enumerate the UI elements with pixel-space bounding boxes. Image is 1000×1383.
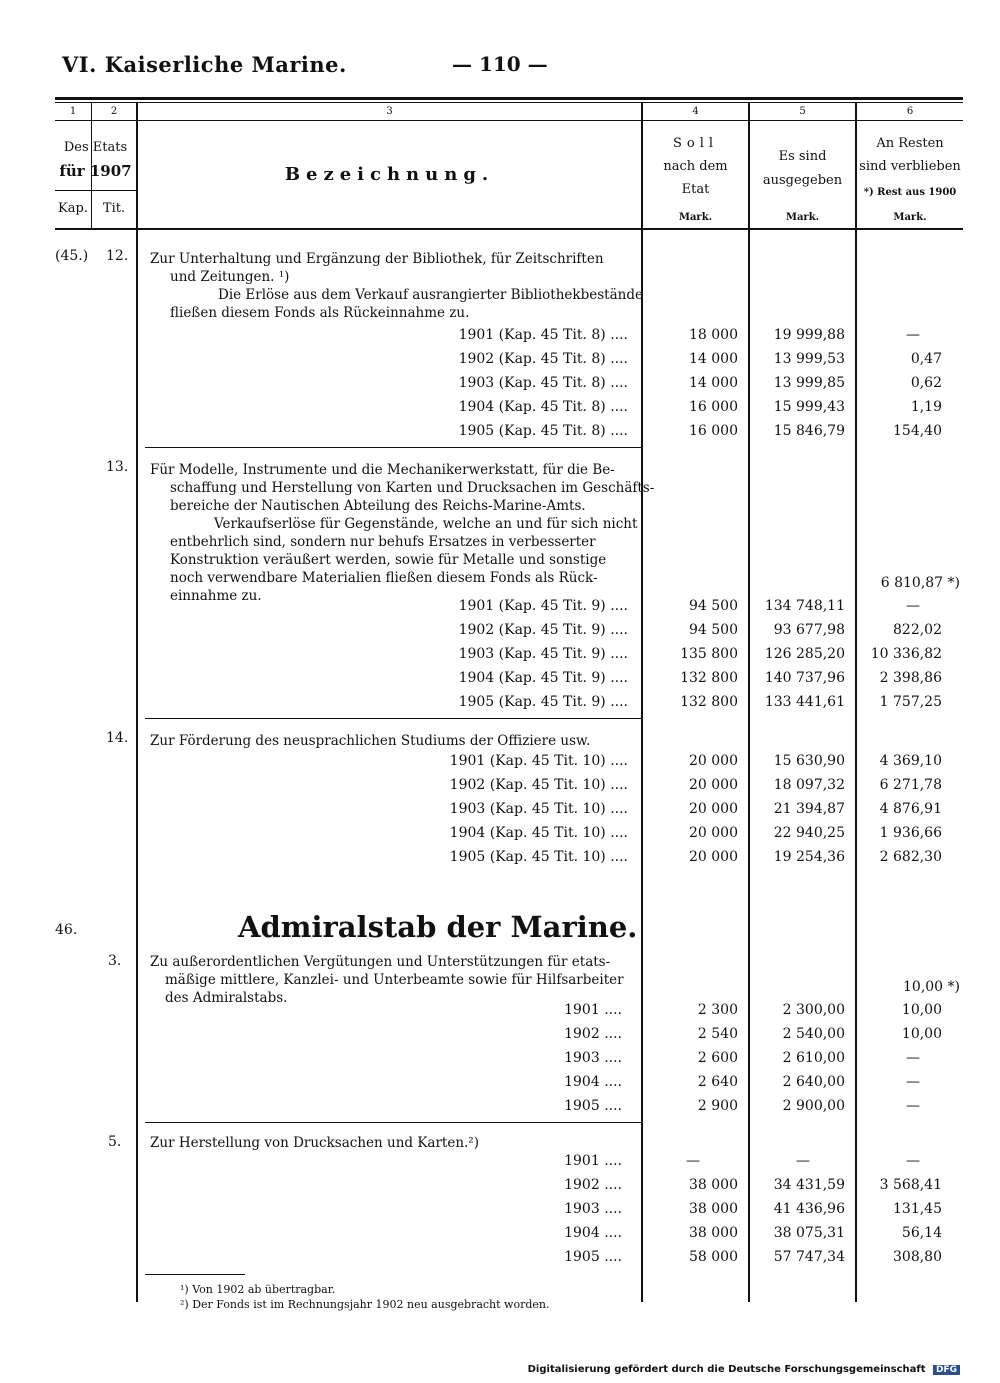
ausgegeben-value: 2 540,00 [782,1026,845,1042]
header-ausgegeben: ausgegeben [762,173,843,188]
tit-12: 12. [106,248,129,264]
entry-text-line: des Admiralstabs. [165,990,288,1006]
digitization-credit [528,1364,960,1375]
ausg-left-divider [748,102,750,1302]
soll-value: 135 800 [680,646,738,662]
credit-text: Digitalisierung gefördert durch die Deutsche Forschungsgemeinschaft [527,1364,926,1375]
header-rest-aus-1900: *) Rest aus 1900 [863,187,957,198]
rest-value: 10,00 [901,1026,942,1042]
ausgegeben-value: — [796,1153,810,1169]
header-des-etats: Des Etats [63,140,128,155]
rest-value: 4 369,10 [879,753,942,769]
rest-value: — [906,1098,920,1114]
colnum-1: 1 [69,106,77,117]
rest-value: 2 682,30 [879,849,942,865]
soll-value: 94 500 [689,622,738,638]
ausgegeben-value: 13 999,53 [773,351,845,367]
entry-text-line: Konstruktion veräußert werden, sowie für Metalle und sonstige [170,552,607,568]
soll-value: 132 800 [680,670,738,686]
rest-carry-value: 10,00 *) [903,979,960,995]
block-separator [145,718,641,719]
page-number: — 110 — [452,52,548,76]
tit-13: 13. [106,459,129,475]
ausgegeben-value: 133 441,61 [764,694,845,710]
tit-5: 5. [108,1134,122,1150]
ausgegeben-value: 21 394,87 [773,801,845,817]
rest-value: — [906,598,920,614]
ausgegeben-value: 140 737,96 [764,670,845,686]
entry-text-line: Zur Förderung des neusprachlichen Studiums der Offiziere usw. [150,733,591,749]
soll-value: 20 000 [689,777,738,793]
rest-value: 822,02 [893,622,942,638]
year-label: 1903 (Kap. 45 Tit. 9) .... [458,646,628,662]
etats-divider [55,190,136,191]
header-kap: Kap. [58,201,88,216]
rest-value: — [906,1050,920,1066]
header-fuer-1907: für 1907 [59,162,132,180]
colnum-rule [55,120,963,121]
entry-text-line: schaffung und Herstellung von Karten und Drucksachen im Geschäfts- [170,480,655,496]
footnote-rule [145,1274,245,1275]
soll-value: 2 300 [697,1002,738,1018]
entry-text-line: Zur Unterhaltung und Ergänzung der Bibliothek, für Zeitschriften [150,251,604,267]
rest-value: 0,47 [910,351,942,367]
ausgegeben-value: 18 097,32 [773,777,845,793]
header-tit: Tit. [102,201,126,216]
dfg-logo-icon: DFG [933,1365,960,1375]
rest-value: 131,45 [893,1201,942,1217]
section-title: Admiralstab der Marine. [238,910,638,944]
rest-value: — [906,1153,920,1169]
header-etat: Etat [681,182,710,197]
ausgegeben-value: 126 285,20 [764,646,845,662]
soll-value: 94 500 [689,598,738,614]
ausgegeben-value: 13 999,85 [773,375,845,391]
ausgegeben-value: 2 610,00 [782,1050,845,1066]
header-soll: Soll [672,136,719,151]
year-label: 1901 (Kap. 45 Tit. 10) .... [449,753,628,769]
soll-value: 14 000 [689,351,738,367]
tit-right-divider [136,102,138,1302]
year-label: 1904 (Kap. 45 Tit. 8) .... [458,399,628,415]
header-es-sind: Es sind [778,149,827,164]
ausgegeben-value: 15 630,90 [773,753,845,769]
soll-value: 20 000 [689,753,738,769]
ausgegeben-value: 22 940,25 [773,825,845,841]
year-label: 1905 (Kap. 45 Tit. 9) .... [458,694,628,710]
block-separator [145,447,641,448]
entry-text-line: Die Erlöse aus dem Verkauf ausrangierter Bibliothekbestände [218,287,643,303]
header-sind-verblieben: sind verblieben [859,159,961,174]
header-mark-6: Mark. [893,212,927,223]
rest-value: 3 568,41 [879,1177,942,1193]
soll-value: 38 000 [689,1225,738,1241]
year-label: 1903 (Kap. 45 Tit. 10) .... [449,801,628,817]
soll-left-divider [641,102,643,1302]
soll-value: 2 600 [697,1050,738,1066]
top-rule-thick [55,97,963,100]
ausgegeben-value: 19 254,36 [773,849,845,865]
top-rule-thin [55,102,963,103]
rest-value: 4 876,91 [879,801,942,817]
year-label: 1902 (Kap. 45 Tit. 9) .... [458,622,628,638]
soll-value: 2 540 [697,1026,738,1042]
colnum-4: 4 [692,106,699,117]
rest-value: 1,19 [910,399,942,415]
soll-value: 16 000 [689,423,738,439]
header-an-resten: An Resten [876,136,944,151]
soll-value: 18 000 [689,327,738,343]
ausgegeben-value: 15 999,43 [773,399,845,415]
year-label: 1901 .... [564,1002,622,1018]
rest-value: 1 936,66 [879,825,942,841]
ausgegeben-value: 41 436,96 [773,1201,845,1217]
kap-45: (45.) [55,248,89,264]
ausgegeben-value: 93 677,98 [773,622,845,638]
year-label: 1901 .... [564,1153,622,1169]
entry-text-line: Zu außerordentlichen Vergütungen und Unterstützungen für etats- [150,954,611,970]
entry-text-line: einnahme zu. [170,588,262,604]
header-nach-dem: nach dem [663,159,728,174]
soll-value: — [686,1153,700,1169]
colnum-6: 6 [906,106,914,117]
year-label: 1902 .... [564,1026,622,1042]
soll-value: 38 000 [689,1201,738,1217]
ausgegeben-value: 38 075,31 [773,1225,845,1241]
rest-value: 10,00 [901,1002,942,1018]
entry-text-line: mäßige mittlere, Kanzlei- und Unterbeamte sowie für Hilfsarbeiter [165,972,624,988]
soll-value: 14 000 [689,375,738,391]
rest-value: 1 757,25 [879,694,942,710]
entry-text-line: und Zeitungen. ¹) [170,269,290,285]
rest-carry-value: 6 810,87 *) [880,575,960,591]
soll-value: 20 000 [689,801,738,817]
rest-value: 308,80 [893,1249,942,1265]
year-label: 1904 .... [564,1074,622,1090]
entry-text-line: bereiche der Nautischen Abteilung des Reichs-Marine-Amts. [170,498,586,514]
soll-value: 16 000 [689,399,738,415]
rest-value: 56,14 [901,1225,942,1241]
rest-value: 0,62 [910,375,942,391]
entry-text-line: entbehrlich sind, sondern nur behufs Ersatzes in verbesserter [170,534,596,550]
soll-value: 2 640 [697,1074,738,1090]
soll-value: 2 900 [697,1098,738,1114]
rest-value: 2 398,86 [879,670,942,686]
year-label: 1905 (Kap. 45 Tit. 10) .... [449,849,628,865]
year-label: 1903 .... [564,1201,622,1217]
footnote-1: ¹) Von 1902 ab übertragbar. [180,1283,336,1296]
colnum-5: 5 [799,106,806,117]
year-label: 1902 (Kap. 45 Tit. 8) .... [458,351,628,367]
soll-value: 58 000 [689,1249,738,1265]
year-label: 1901 (Kap. 45 Tit. 9) .... [458,598,628,614]
entry-text-line: Zur Herstellung von Drucksachen und Karten.²) [150,1135,479,1151]
header-mark-4: Mark. [678,212,713,223]
ausgegeben-value: 2 640,00 [782,1074,845,1090]
ausgegeben-value: 19 999,88 [773,327,845,343]
ausgegeben-value: 134 748,11 [764,598,845,614]
footnote-2: ²) Der Fonds ist im Rechnungsjahr 1902 neu ausgebracht worden. [180,1298,550,1311]
soll-value: 38 000 [689,1177,738,1193]
rest-value: 6 271,78 [879,777,942,793]
colnum-2: 2 [110,106,118,117]
year-label: 1902 .... [564,1177,622,1193]
rest-value: 154,40 [893,423,942,439]
ausgegeben-value: 57 747,34 [773,1249,845,1265]
soll-value: 20 000 [689,849,738,865]
entry-text-line: Für Modelle, Instrumente und die Mechanikerwerkstatt, für die Be- [150,462,615,478]
rest-value: — [906,327,920,343]
rest-value: — [906,1074,920,1090]
entry-text-line: Verkaufserlöse für Gegenstände, welche an und für sich nicht [214,516,638,532]
year-label: 1903 .... [564,1050,622,1066]
colnum-3: 3 [386,106,393,117]
entry-text-line: noch verwendbare Materialien fließen diesem Fonds als Rück- [170,570,598,586]
ausgegeben-value: 15 846,79 [773,423,845,439]
year-label: 1903 (Kap. 45 Tit. 8) .... [458,375,628,391]
kap-46: 46. [55,922,78,938]
ausgegeben-value: 34 431,59 [773,1177,845,1193]
year-label: 1902 (Kap. 45 Tit. 10) .... [449,777,628,793]
block-separator [145,1122,641,1123]
tit-14: 14. [106,730,129,746]
soll-value: 132 800 [680,694,738,710]
header-mark-5: Mark. [785,212,820,223]
year-label: 1901 (Kap. 45 Tit. 8) .... [458,327,628,343]
year-label: 1904 (Kap. 45 Tit. 9) .... [458,670,628,686]
ausgegeben-value: 2 300,00 [782,1002,845,1018]
year-label: 1905 .... [564,1249,622,1265]
rest-value: 10 336,82 [870,646,942,662]
year-label: 1904 .... [564,1225,622,1241]
year-label: 1904 (Kap. 45 Tit. 10) .... [449,825,628,841]
year-label: 1905 (Kap. 45 Tit. 8) .... [458,423,628,439]
entry-text-line: fließen diesem Fonds als Rückeinnahme zu. [170,305,470,321]
header-bezeichnung: Bezeichnung. [284,164,495,185]
rest-left-divider [855,102,857,1302]
soll-value: 20 000 [689,825,738,841]
section-header: VI. Kaiserliche Marine. [62,52,347,77]
ausgegeben-value: 2 900,00 [782,1098,845,1114]
tit-3: 3. [108,953,122,969]
year-label: 1905 .... [564,1098,622,1114]
